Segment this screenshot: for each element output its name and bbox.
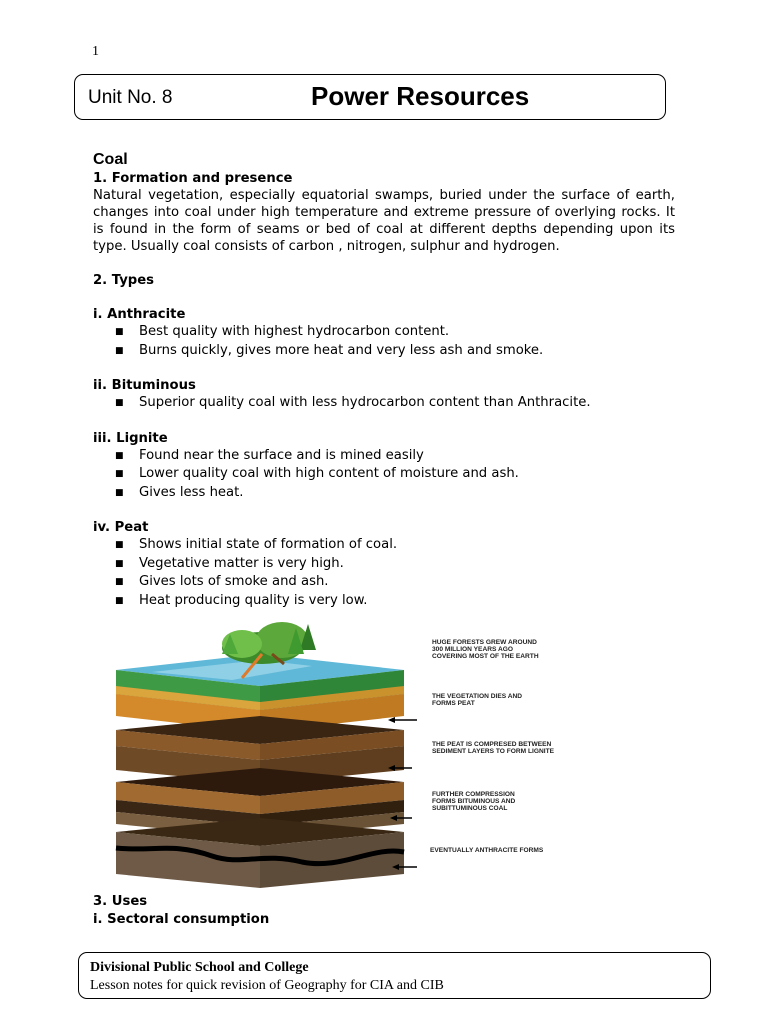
bullet-icon: ■ [115, 558, 124, 569]
coal-formation-diagram [112, 620, 632, 890]
list-item: ■ Burns quickly, gives more heat and very less ash and smoke. [93, 342, 675, 361]
bullet-icon: ■ [115, 450, 124, 461]
list-item: ■ Vegetative matter is very high. [93, 555, 675, 574]
list-item: ■ Gives less heat. [93, 484, 675, 503]
peat-points [93, 536, 675, 610]
type-heading-peat: iv. Peat [93, 520, 149, 535]
bullet-icon: ■ [115, 345, 124, 356]
bullet-icon: ■ [115, 540, 124, 550]
bullet-icon: ■ [115, 487, 124, 498]
bullet-icon: ■ [115, 327, 124, 337]
anthracite-points [93, 323, 675, 360]
type-heading-anthracite: i. Anthracite [93, 307, 186, 322]
lesson-content [93, 150, 675, 610]
bullet-icon: ■ [115, 595, 124, 606]
bituminous-points [93, 394, 675, 413]
footer-note: Lesson notes for quick revision of Geography for CIA and CIB [90, 978, 444, 993]
caption-bituminous: FURTHER COMPRESSION FORMS BITUMINOUS AND SUBITTUMINOUS COAL [432, 791, 516, 812]
section-heading: Coal [93, 151, 128, 168]
bullet-icon: ■ [115, 469, 124, 479]
unit-header [74, 74, 666, 120]
caption-lignite: THE PEAT IS COMPRESED BETWEEN SEDIMENT LAYERS TO FORM LIGNITE [432, 741, 554, 755]
uses-section [93, 893, 269, 928]
list-item: ■ Heat producing quality is very low. [93, 592, 675, 611]
caption-peat: THE VEGETATION DIES AND FORMS PEAT [432, 693, 522, 707]
bullet-icon: ■ [115, 577, 124, 587]
list-item: ■ Best quality with highest hydrocarbon content. [93, 323, 675, 342]
bullet-icon: ■ [115, 398, 124, 408]
formation-paragraph: Natural vegetation, especially equatorial swamps, buried under the surface of earth, changes into coal under high temperature and extreme pressure of overlying rocks. It is found in the form of seams or bed of coal at different depths depending upon its type. Usually coal consists of carbon , nitrogen, sulphur and hydrogen. [93, 188, 675, 254]
page-number: 1 [92, 44, 99, 59]
list-item: ■ Gives lots of smoke and ash. [93, 573, 675, 592]
type-heading-lignite: iii. Lignite [93, 430, 168, 446]
unit-number: Unit No. 8 [88, 87, 173, 108]
type-heading-bituminous: ii. Bituminous [93, 378, 196, 393]
list-item: ■ Superior quality coal with less hydrocarbon content than Anthracite. [93, 394, 675, 413]
footer [78, 952, 711, 999]
school-name: Divisional Public School and College [90, 960, 309, 975]
anthracite-layer [116, 818, 404, 888]
formation-heading: 1. Formation and presence [93, 171, 293, 186]
lignite-points [93, 447, 675, 503]
list-item: ■ Shows initial state of formation of coal. [93, 536, 675, 555]
surface-layer [116, 622, 404, 732]
list-item: ■ Lower quality coal with high content of moisture and ash. [93, 465, 675, 484]
caption-forests: HUGE FORESTS GREW AROUND 300 MILLION YEARS AGO COVERING MOST OF THE EARTH [432, 639, 539, 660]
uses-subheading: i. Sectoral consumption [93, 911, 270, 927]
types-heading: 2. Types [93, 273, 155, 288]
page-title: Power Resources [311, 81, 530, 111]
list-item: ■ Found near the surface and is mined easily [93, 447, 675, 466]
uses-heading: 3. Uses [93, 894, 148, 909]
caption-anthracite: EVENTUALLY ANTHRACITE FORMS [430, 847, 544, 854]
